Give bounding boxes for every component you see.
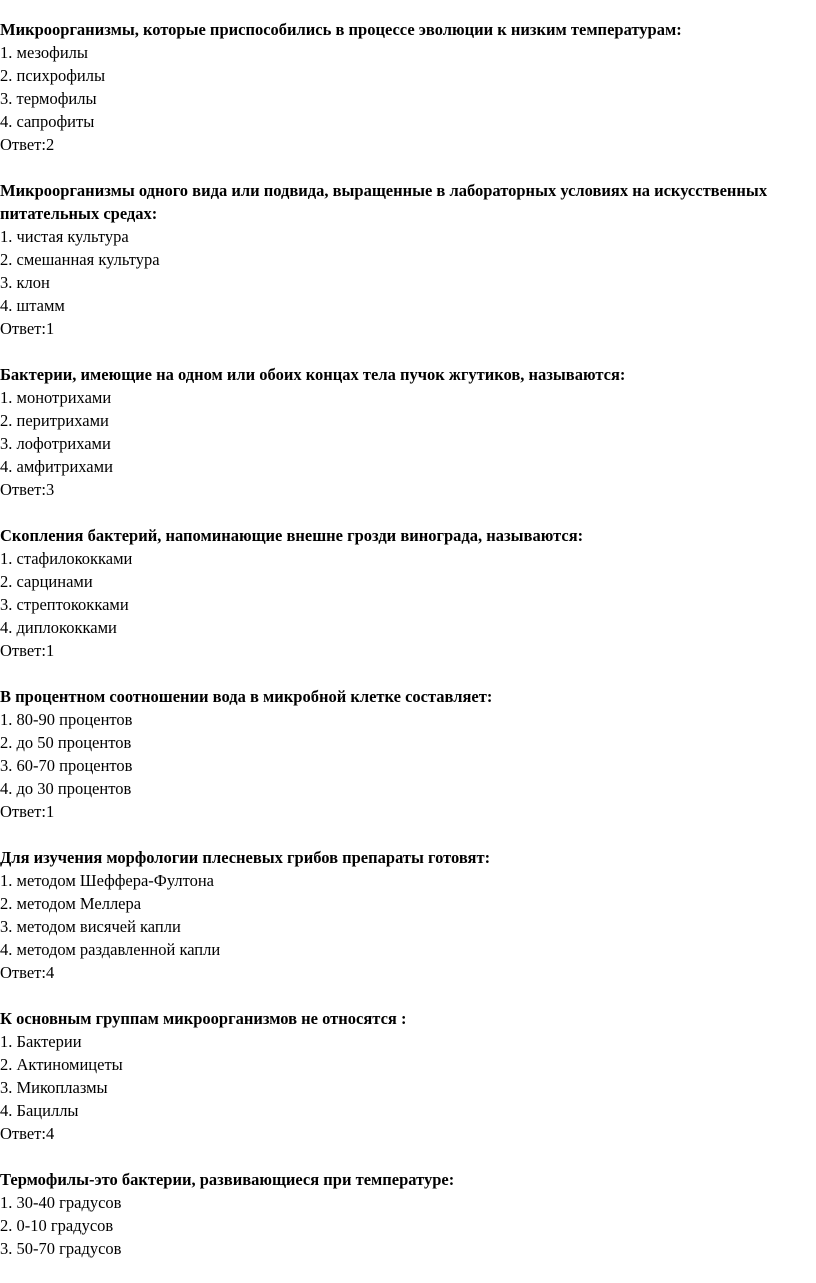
option-3: 3. клон — [0, 273, 50, 292]
answer-text: Ответ:1 — [0, 641, 55, 660]
question-text: Термофилы-это бактерии, развивающиеся при температуре: — [0, 1170, 455, 1189]
option-2: 2. 0-10 градусов — [0, 1216, 114, 1235]
question-text: Скопления бактерий, напоминающие внешне грозди винограда, называются: — [0, 526, 584, 545]
option-2: 2. смешанная культура — [0, 250, 160, 269]
question-block-4 — [0, 524, 816, 662]
option-3: 3. методом висячей капли — [0, 917, 181, 936]
question-block-8 — [0, 1168, 816, 1260]
option-1: 1. методом Шеффера-Фултона — [0, 871, 214, 890]
question-block-3 — [0, 363, 816, 501]
question-block-7 — [0, 1007, 816, 1145]
answer-text: Ответ:3 — [0, 480, 55, 499]
option-2: 2. психрофилы — [0, 66, 106, 85]
option-3: 3. термофилы — [0, 89, 97, 108]
option-1: 1. мезофилы — [0, 43, 88, 62]
question-block-6 — [0, 846, 816, 984]
question-text: Для изучения морфологии плесневых грибов препараты готовят: — [0, 848, 491, 867]
question-block-1 — [0, 18, 816, 156]
option-2: 2. до 50 процентов — [0, 733, 132, 752]
question-block-2 — [0, 179, 816, 340]
option-4: 4. Бациллы — [0, 1101, 79, 1120]
option-4: 4. методом раздавленной капли — [0, 940, 221, 959]
answer-text: Ответ:2 — [0, 135, 55, 154]
option-1: 1. чистая культура — [0, 227, 129, 246]
answer-text: Ответ:4 — [0, 963, 55, 982]
option-3: 3. 60-70 процентов — [0, 756, 133, 775]
option-4: 4. до 30 процентов — [0, 779, 132, 798]
option-4: 4. штамм — [0, 296, 65, 315]
option-1: 1. 80-90 процентов — [0, 710, 133, 729]
option-3: 3. Микоплазмы — [0, 1078, 108, 1097]
option-1: 1. стафилококками — [0, 549, 133, 568]
answer-text: Ответ:4 — [0, 1124, 55, 1143]
document-page — [0, 18, 816, 1283]
option-4: 4. сапрофиты — [0, 112, 95, 131]
option-2: 2. Актиномицеты — [0, 1055, 123, 1074]
answer-text: Ответ:1 — [0, 802, 55, 821]
question-block-5 — [0, 685, 816, 823]
option-3: 3. стрептококками — [0, 595, 129, 614]
question-text: Микроорганизмы одного вида или подвида, выращенные в лабораторных условиях на искусственных питательных средах: — [0, 181, 768, 223]
question-text: Бактерии, имеющие на одном или обоих концах тела пучок жгутиков, называются: — [0, 365, 626, 384]
option-4: 4. диплококками — [0, 618, 117, 637]
option-4: 4. амфитрихами — [0, 457, 113, 476]
option-2: 2. сарцинами — [0, 572, 93, 591]
question-text: К основным группам микроорганизмов не относятся : — [0, 1009, 407, 1028]
option-2: 2. методом Меллера — [0, 894, 142, 913]
option-3: 3. лофотрихами — [0, 434, 111, 453]
option-3: 3. 50-70 градусов — [0, 1239, 122, 1258]
option-2: 2. перитрихами — [0, 411, 109, 430]
answer-text: Ответ:1 — [0, 319, 55, 338]
option-1: 1. 30-40 градусов — [0, 1193, 122, 1212]
question-text: В процентном соотношении вода в микробной клетке составляет: — [0, 687, 493, 706]
question-text: Микроорганизмы, которые приспособились в процессе эволюции к низким температурам: — [0, 20, 682, 39]
option-1: 1. Бактерии — [0, 1032, 82, 1051]
option-1: 1. монотрихами — [0, 388, 112, 407]
